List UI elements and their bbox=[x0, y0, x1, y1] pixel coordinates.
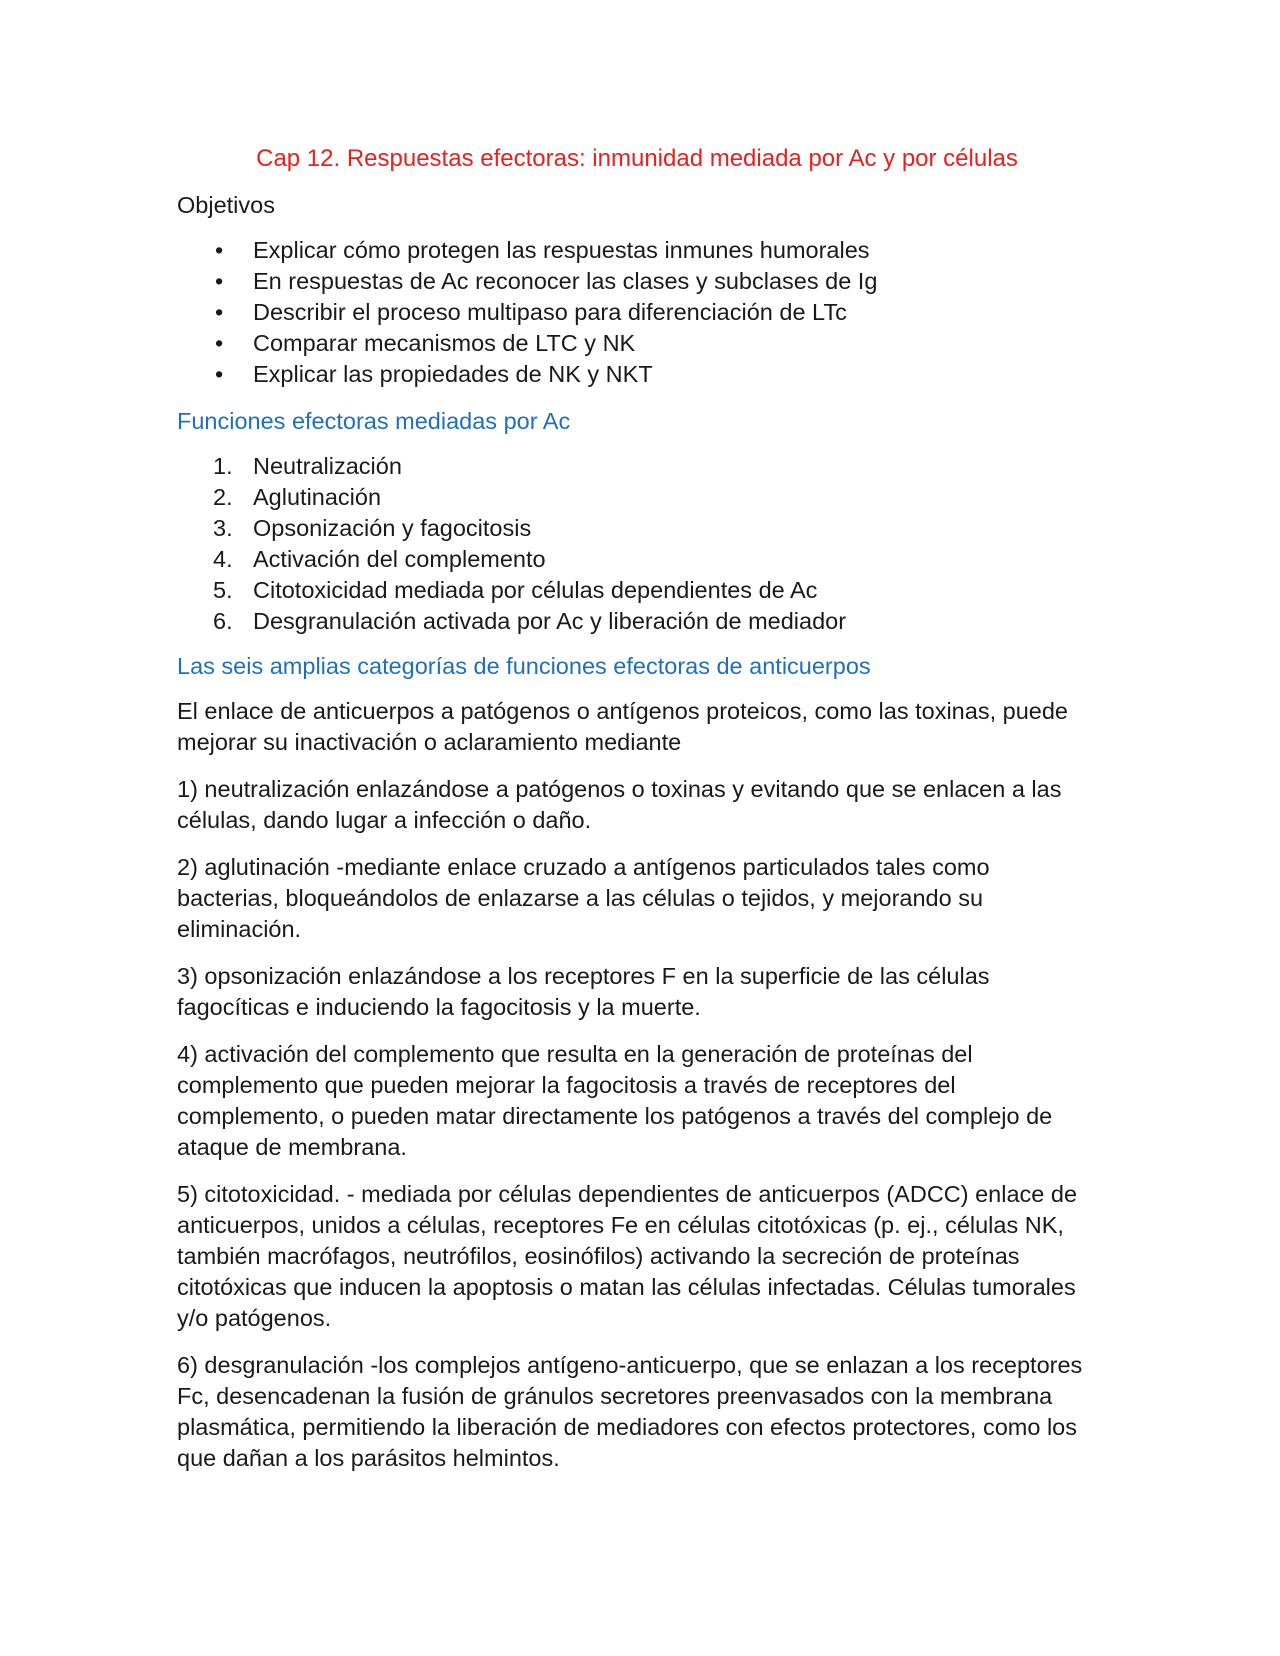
list-item bbox=[177, 359, 1097, 390]
list-number: 4. bbox=[213, 546, 233, 572]
document-page bbox=[177, 143, 1097, 1490]
objective-text: En respuestas de Ac reconocer las clases y subclases de Ig bbox=[253, 268, 878, 294]
list-item bbox=[177, 328, 1097, 359]
neutralization-paragraph: 1) neutralización enlazándose a patógenos o toxinas y evitando que se enlacen a las células, dando lugar a infección o daño. bbox=[177, 776, 1062, 833]
cytotoxicity-paragraph: 5) citotoxicidad. - mediada por células dependientes de anticuerpos (ADCC) enlace de anticuerpos, unidos a células, receptores Fe en células citotóxicas (p. ej., células NK, también macrófagos, neutrófilos, eosinófilos) activando la secreción de proteínas citotóxicas que inducen la apoptosis o matan las células infectadas. Células tumorales y/o patógenos. bbox=[177, 1181, 1078, 1331]
list-item bbox=[177, 266, 1097, 297]
degranulation-paragraph: 6) desgranulación -los complejos antígeno-anticuerpo, que se enlazan a los receptores Fc, desencadenan la fusión de gránulos secretores preenvasados con la membrana plasmática, permitiendo la liberación de mediadores con efectos protectores, como los que dañan a los parásitos helmintos. bbox=[177, 1352, 1083, 1471]
bullet-icon: • bbox=[215, 361, 224, 387]
categories-heading: Las seis amplias categorías de funciones efectoras de anticuerpos bbox=[177, 653, 871, 679]
function-text: Opsonización y fagocitosis bbox=[253, 515, 532, 541]
bullet-icon: • bbox=[215, 268, 224, 294]
objectives-heading: Objetivos bbox=[177, 192, 275, 218]
objective-text: Explicar las propiedades de NK y NKT bbox=[253, 361, 653, 387]
objectives-list bbox=[177, 235, 1097, 390]
list-item bbox=[177, 297, 1097, 328]
functions-list bbox=[177, 451, 1097, 637]
objective-text: Describir el proceso multipaso para diferenciación de LTc bbox=[253, 299, 847, 325]
functions-heading: Funciones efectoras mediadas por Ac bbox=[177, 408, 571, 434]
list-item bbox=[177, 451, 1097, 482]
function-text: Aglutinación bbox=[253, 484, 382, 510]
bullet-icon: • bbox=[215, 330, 224, 356]
list-item bbox=[177, 235, 1097, 266]
list-item bbox=[177, 606, 1097, 637]
function-text: Citotoxicidad mediada por células dependientes de Ac bbox=[253, 577, 818, 603]
agglutination-paragraph: 2) aglutinación -mediante enlace cruzado a antígenos particulados tales como bacterias, bloqueándolos de enlazarse a las células o tejidos, y mejorando su eliminación. bbox=[177, 854, 990, 942]
opsonization-paragraph: 3) opsonización enlazándose a los receptores F en la superficie de las células fagocíticas e induciendo la fagocitosis y la muerte. bbox=[177, 963, 990, 1020]
list-number: 3. bbox=[213, 515, 233, 541]
complement-paragraph: 4) activación del complemento que resulta en la generación de proteínas del complemento que pueden mejorar la fagocitosis a través de receptores del complemento, o pueden matar directamente los patógenos a través del complejo de ataque de membrana. bbox=[177, 1041, 1053, 1160]
objective-text: Explicar cómo protegen las respuestas inmunes humorales bbox=[253, 237, 870, 263]
list-item bbox=[177, 513, 1097, 544]
bullet-icon: • bbox=[215, 299, 224, 325]
document-title: Cap 12. Respuestas efectoras: inmunidad mediada por Ac y por células bbox=[256, 145, 1018, 172]
list-item bbox=[177, 482, 1097, 513]
function-text: Neutralización bbox=[253, 453, 402, 479]
list-number: 5. bbox=[213, 577, 233, 603]
bullet-icon: • bbox=[215, 237, 224, 263]
function-text: Desgranulación activada por Ac y liberación de mediador bbox=[253, 608, 847, 634]
intro-paragraph: El enlace de anticuerpos a patógenos o antígenos proteicos, como las toxinas, puede mejorar su inactivación o aclaramiento mediante bbox=[177, 698, 1068, 755]
list-number: 1. bbox=[213, 453, 233, 479]
list-number: 6. bbox=[213, 608, 233, 634]
function-text: Activación del complemento bbox=[253, 546, 546, 572]
list-item bbox=[177, 544, 1097, 575]
objective-text: Comparar mecanismos de LTC y NK bbox=[253, 330, 636, 356]
list-number: 2. bbox=[213, 484, 233, 510]
list-item bbox=[177, 575, 1097, 606]
